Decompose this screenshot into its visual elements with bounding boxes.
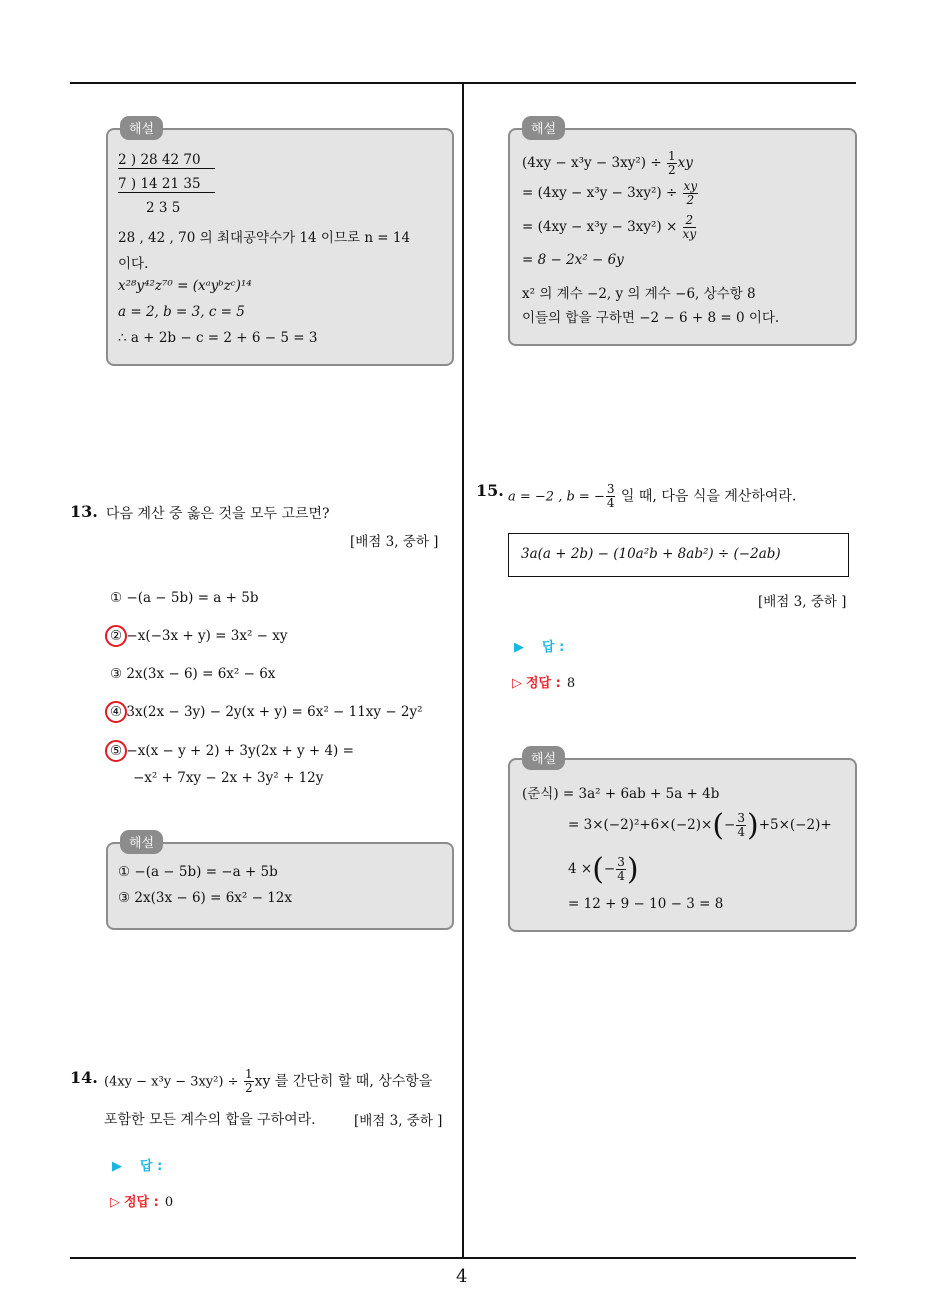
question-14-number: 14.	[70, 1068, 98, 1087]
solution-expr: = (4xy − x³y − 3xy²) ×	[522, 219, 678, 235]
page-number: 4	[456, 1266, 468, 1287]
paren-left: (	[592, 852, 604, 887]
fraction	[683, 214, 697, 241]
fraction-denominator: 2	[244, 1081, 253, 1095]
solution-expr-post: xy	[677, 155, 693, 171]
explanation-tag: 해설	[522, 116, 565, 140]
fraction-denominator: 4	[737, 825, 745, 839]
option-3: ③ 2x(3x − 6) = 6x² − 6x	[110, 666, 276, 682]
solution-line-2	[522, 180, 699, 207]
option-4: ④ 3x(2x − 3y) − 2y(x + y) = 6x² − 11xy − 2y²	[110, 704, 423, 720]
explanation-tag: 해설	[522, 746, 565, 770]
fraction-numerator: 3	[617, 855, 625, 869]
correct-value: 8	[566, 676, 576, 691]
solution-expr: (4xy − x³y − 3xy²) ÷	[522, 155, 662, 171]
explanation-box-q14	[508, 122, 857, 346]
fraction	[736, 812, 746, 839]
question-14-text	[104, 1068, 432, 1095]
solution-line-1	[522, 150, 693, 177]
fraction	[616, 856, 626, 883]
selected-mark-4	[105, 701, 127, 723]
explanation-tag: 해설	[120, 116, 163, 140]
solution-line-3: 4 ×(− $\frac{3}{4}$ )	[568, 852, 639, 887]
fraction	[606, 483, 616, 510]
solution-expr: 4 ×	[568, 861, 593, 877]
correct-value: 0	[164, 1195, 174, 1210]
question-13-text: 다음 계산 중 옳은 것을 모두 고르면?	[106, 506, 330, 522]
fraction-numerator: 1	[667, 149, 676, 163]
correct-label: 정답 :	[526, 676, 561, 691]
solution-line-1: (준식) = 3a² + 6ab + 5a + 4b	[522, 786, 720, 802]
question-14-correct	[110, 1191, 173, 1210]
question-15-score: [배점 3, 중하 ]	[758, 594, 847, 610]
values-equation: a = 2, b = 3, c = 5	[118, 304, 245, 320]
explanation-tag: 해설	[120, 830, 163, 854]
explanation-box-q13	[106, 836, 454, 930]
solution-line-5: x² 의 계수 −2, y 의 계수 −6, 상수항 8	[522, 286, 756, 302]
question-14-text-2: 포함한 모든 계수의 합을 구하여라.	[104, 1112, 316, 1128]
solution-line-4: = 12 + 9 − 10 − 3 = 8	[568, 896, 724, 912]
fraction-numerator: 3	[737, 811, 745, 825]
fraction-denominator: 2	[667, 163, 676, 177]
division-row-2: 7 ) 14 21 35	[118, 176, 215, 193]
fraction-denominator: 2	[686, 193, 695, 207]
correct-label: 정답 :	[124, 1195, 159, 1210]
solution-expr: = 3×(−2)²+6×(−2)×	[568, 817, 713, 833]
division-row-1: 2 ) 28 42 70	[118, 152, 215, 169]
selected-mark-5	[105, 740, 127, 762]
expression-frame	[508, 533, 849, 577]
question-15-answer	[514, 636, 564, 655]
fraction-numerator: 2	[683, 214, 697, 228]
fraction-numerator: 1	[244, 1067, 253, 1081]
paren-right: )	[746, 808, 759, 843]
selected-mark-2	[105, 625, 127, 647]
gcd-text-2: 이다.	[118, 256, 149, 272]
question-13-number: 13.	[70, 502, 98, 521]
option-5-continued: −x² + 7xy − 2x + 3y² + 12y	[133, 770, 324, 786]
fraction	[244, 1068, 254, 1095]
result-equation: ∴ a + 2b − c = 2 + 6 − 5 = 3	[118, 330, 318, 346]
solution-line-3	[522, 214, 697, 241]
explanation-line-1: ① −(a − 5b) = −a + 5b	[118, 864, 278, 880]
option-1: ① −(a − 5b) = a + 5b	[110, 590, 259, 606]
filled-triangle-icon: ▶	[112, 1159, 122, 1174]
question-15-correct	[512, 672, 575, 691]
question-14-text-post: xy 를 간단히 할 때, 상수항을	[254, 1073, 433, 1090]
explanation-box-q15	[508, 752, 857, 932]
question-13-score: [배점 3, 중하 ]	[350, 534, 439, 550]
question-14-expression: (4xy − x³y − 3xy²) ÷	[104, 1074, 239, 1090]
fraction	[667, 150, 677, 177]
question-14-answer	[112, 1155, 162, 1174]
answer-label: 답 :	[542, 640, 565, 655]
question-15-expression: 3a(a + 2b) − (10a²b + 8ab²) ÷ (−2ab)	[521, 546, 781, 562]
exponent-equation: x²⁸y⁴²z⁷⁰ = (xᵃyᵇzᶜ)¹⁴	[118, 278, 252, 294]
fraction-denominator: 4	[606, 496, 615, 510]
question-15-text	[508, 483, 796, 510]
solution-expr: = (4xy − x³y − 3xy²) ÷	[522, 185, 678, 201]
solution-line-2: = 3×(−2)²+6×(−2)×(− $\frac{3}{4}$ )+5×(−2)+	[568, 808, 832, 843]
division-row-3: 2 3 5	[146, 200, 181, 216]
solution-expr-post: +5×(−2)+	[758, 817, 832, 833]
fraction	[683, 180, 699, 207]
explanation-box-q12	[106, 122, 454, 366]
filled-triangle-icon: ▶	[514, 640, 524, 655]
question-15-text-post: 일 때, 다음 식을 계산하여라.	[616, 488, 797, 505]
option-5: ⑤ −x(x − y + 2) + 3y(2x + y + 4) =	[110, 743, 354, 759]
question-15-condition: a = −2 , b = −	[508, 489, 605, 505]
paren-left: (	[712, 808, 725, 843]
column-divider	[462, 82, 464, 1258]
answer-label: 답 :	[140, 1159, 163, 1174]
gcd-text: 28 , 42 , 70 의 최대공약수가 14 이므로 n = 14	[118, 230, 411, 246]
fraction-numerator: xy	[683, 179, 698, 193]
question-14-score: [배점 3, 중하 ]	[354, 1113, 443, 1129]
fraction-numerator: 3	[606, 482, 615, 496]
explanation-line-2: ③ 2x(3x − 6) = 6x² − 12x	[118, 890, 293, 906]
option-2: ② −x(−3x + y) = 3x² − xy	[110, 628, 288, 644]
outline-triangle-icon: ▷	[512, 676, 522, 691]
fraction-denominator: 4	[617, 869, 625, 883]
solution-line-6: 이들의 합을 구하면 −2 − 6 + 8 = 0 이다.	[522, 310, 780, 326]
solution-line-4: = 8 − 2x² − 6y	[522, 252, 624, 268]
fraction-denominator: xy	[682, 227, 697, 241]
outline-triangle-icon: ▷	[110, 1195, 120, 1210]
question-15-number: 15.	[476, 481, 504, 500]
paren-right: )	[626, 852, 639, 887]
